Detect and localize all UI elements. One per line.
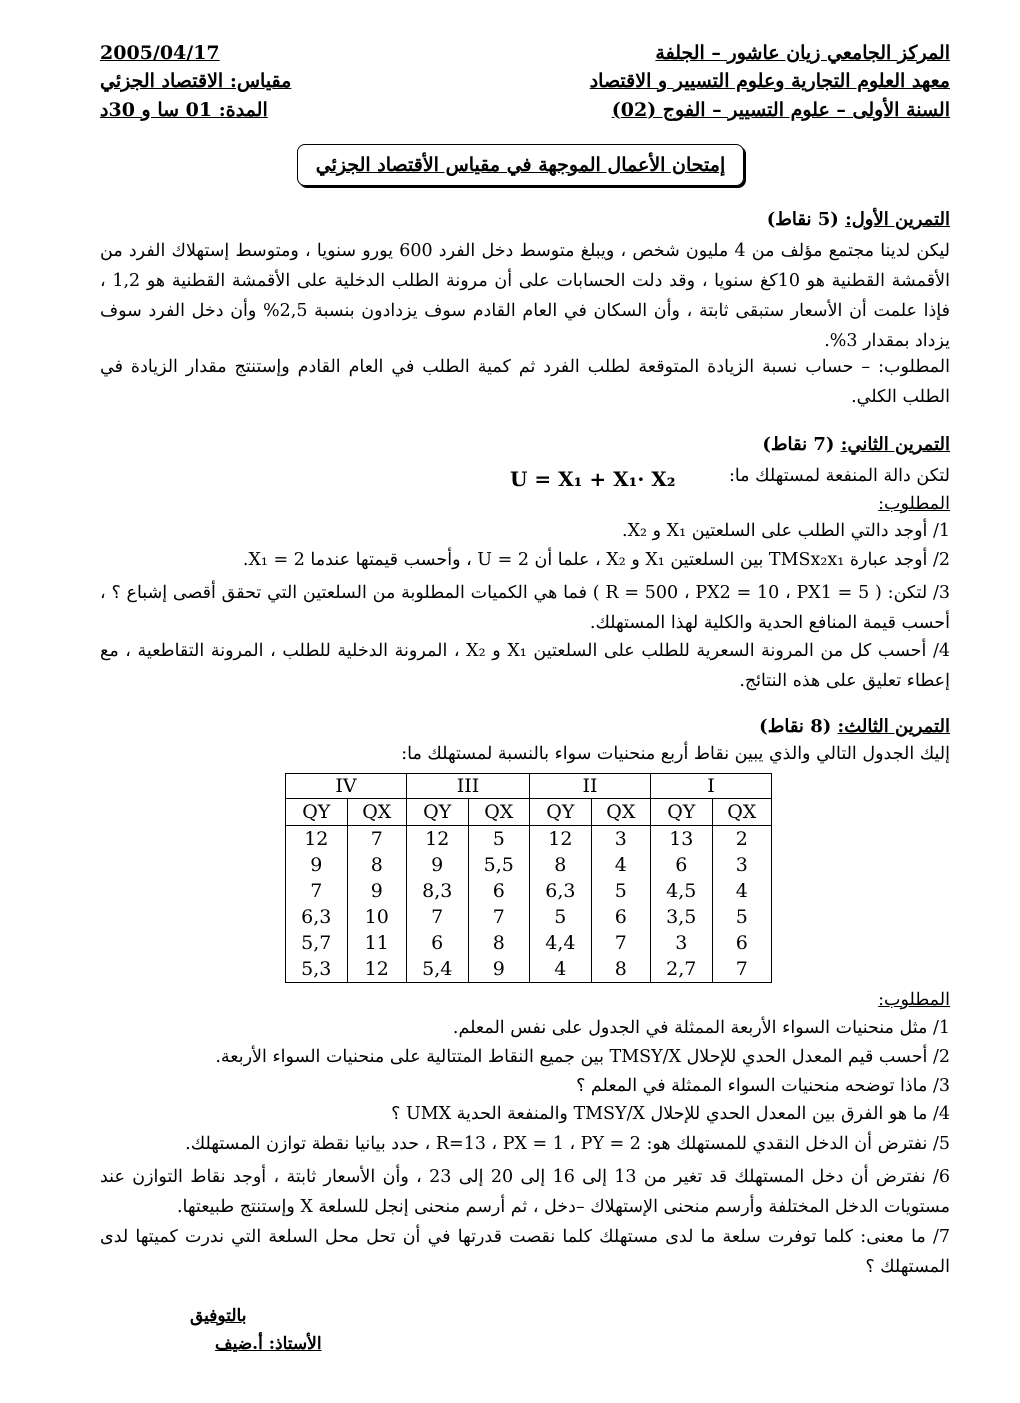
col-header: QY [530,799,592,826]
utility-formula: U = X₁ + X₁· X₂ [510,467,676,491]
table-cell: 7 [406,904,468,930]
table-cell: 12 [530,826,592,853]
exercise1-points: (5 نقاط) [766,209,839,230]
table-row [286,956,772,983]
table-cell: 6,3 [530,878,592,904]
class-level: السنة الأولى – علوم التسيير – الفوج (02) [611,99,950,121]
group-header-iv: IV [286,774,407,799]
table-cell: 6 [712,930,771,956]
exercise2-intro: لتكن دالة المنفعة لمستهلك ما: [728,466,950,486]
exercise3-q7: 7/ ما معنى: كلما توفرت سلعة ما لدى مستهلك كلما نقصت قدرتها في أن تحل محل السلعة التي ندرت كميتها لدى المستهلك ؟ [100,1227,950,1277]
exercise2-q2: 2/ أوجد عبارة TMSx₂x₁ بين السلعتين X₁ و X₂ ، علما أن U = 2 ، وأحسب قيمتها عندما X₁ = 2. [242,550,950,570]
exercise1-heading [767,209,950,230]
table-cell: 9 [406,852,468,878]
table-cell: 2 [712,826,771,853]
col-header: QY [406,799,468,826]
table-cell: 3 [651,930,713,956]
table-cell: 5,4 [406,956,468,983]
table-row [286,852,772,878]
exercise2-q4: 4/ أحسب كل من المرونة السعرية للطلب على السلعتين X₁ و X₂ ، المرونة الدخلية للطلب ، المرونة التقاطعية ، مع إعطاء تعليق على هذه النتائج. [100,641,951,691]
group-header-iii: III [406,774,529,799]
exercise3-q3: 3/ ماذا توضحه منحنيات السواء الممثلة في المعلم ؟ [576,1076,950,1096]
subject-label: مقياس: الاقتصاد الجزئي [100,70,292,92]
table-cell: 9 [347,878,406,904]
table-cell: 4 [530,956,592,983]
exercise3-q5: 5/ نفترض أن الدخل النقدي للمستهلك هو: R=13 ، PX = 1 ، PY = 2 ، حدد بيانيا نقطة توازن المستهلك. [185,1134,950,1154]
exercise2-q1: 1/ أوجد دالتي الطلب على السلعتين X₁ و X₂. [622,521,950,541]
table-cell: 8 [468,930,530,956]
table-cell: 12 [406,826,468,853]
table-group-row [286,774,772,799]
exam-date: 2005/04/17 [100,42,220,64]
table-cell: 3 [712,852,771,878]
table-subheader-row [286,799,772,826]
duration-label: المدة: 01 سا و 30د [100,99,268,121]
group-header-ii: II [530,774,651,799]
col-header: QY [651,799,713,826]
exercise3-title: التمرين الثالث: [837,716,950,737]
indifference-table [285,773,772,983]
table-cell: 5 [530,904,592,930]
table-row [286,826,772,853]
table-cell: 4 [591,852,650,878]
table-cell: 4,4 [530,930,592,956]
col-header: QX [468,799,530,826]
col-header: QX [347,799,406,826]
exercise3-q2: 2/ أحسب قيم المعدل الحدي للإحلال TMSY/X بين جميع النقاط المتتالية على منحنيات السواء الأربعة. [215,1047,950,1067]
table-cell: 6,3 [286,904,348,930]
col-header: QX [591,799,650,826]
table-cell: 7 [347,826,406,853]
exam-title-box [297,144,744,186]
table-cell: 5 [468,826,530,853]
table-cell: 8 [591,956,650,983]
table-cell: 10 [347,904,406,930]
exercise3-intro: إليك الجدول التالي والذي يبين نقاط أربع منحنيات سواء بالنسبة لمستهلك ما: [401,744,950,764]
col-header: QX [712,799,771,826]
exercise3-q4: 4/ ما هو الفرق بين المعدل الحدي للإحلال TMSY/X والمنفعة الحدية UMX ؟ [391,1104,950,1124]
exercise2-required-label: المطلوب: [878,494,950,514]
table-cell: 5 [712,904,771,930]
table-cell: 8 [347,852,406,878]
closing-wish: بالتوفيق [190,1306,247,1326]
table-cell: 4,5 [651,878,713,904]
table-body [286,826,772,983]
exercise1-required: المطلوب: – حساب نسبة الزيادة المتوقعة لطلب الفرد ثم كمية الطلب في العام القادم وإستنتج مقدار الزيادة في الطلب الكلي. [100,357,950,407]
table-cell: 3 [591,826,650,853]
exercise2-heading [762,434,950,455]
table-cell: 7 [712,956,771,983]
col-header: QY [286,799,348,826]
table-cell: 9 [468,956,530,983]
exercise1-title: التمرين الأول: [845,209,950,230]
exercise2-points: (7 نقاط) [762,434,835,455]
table-cell: 9 [286,852,348,878]
table-cell: 7 [286,878,348,904]
table-cell: 6 [406,930,468,956]
exercise2-q3: 3/ لتكن: ( R = 500 ، PX2 = 10 ، PX1 = 5 ) فما هي الكميات المطلوبة من السلعتين التي تحقق أقصى إشباع ؟ ، أحسب قيمة المنافع الحدية والكلية لهذا المستهلك. [100,583,950,633]
exercise3-q1: 1/ مثل منحنيات السواء الأربعة الممثلة في الجدول على نفس المعلم. [452,1018,950,1038]
table-cell: 5,5 [468,852,530,878]
exercise3-points: (8 نقاط) [759,716,832,737]
table-cell: 12 [347,956,406,983]
group-header-i: I [651,774,772,799]
table-cell: 8,3 [406,878,468,904]
exercise3-q6: 6/ نفترض أن دخل المستهلك قد تغير من 13 إلى 16 إلى 20 إلى 23 ، وأن الأسعار ثابتة ، أوجد نقاط التوازن عند مستويات الدخل المختلفة وأرسم منحنى الإستهلاك –دخل ، ثم أرسم منحنى إنجل للسلعة X وإستنتج طبيعتها. [100,1167,950,1217]
table-cell: 12 [286,826,348,853]
exam-title: إمتحان الأعمال الموجهة في مقياس الأقتصاد الجزئي [315,154,726,176]
table-row [286,904,772,930]
institute-name: معهد العلوم التجارية وعلوم التسيير و الاقتصاد [589,70,950,92]
table-cell: 13 [651,826,713,853]
exercise2-title: التمرين الثاني: [840,434,950,455]
table-cell: 2,7 [651,956,713,983]
table-cell: 6 [468,878,530,904]
table-row [286,878,772,904]
table-cell: 3,5 [651,904,713,930]
table-cell: 5,7 [286,930,348,956]
table-row [286,930,772,956]
teacher-name: الأستاذ: أ.ضيف [215,1334,322,1354]
table-cell: 6 [651,852,713,878]
exercise1-text: ليكن لدينا مجتمع مؤلف من 4 مليون شخص ، ويبلغ متوسط دخل الفرد 600 يورو سنويا ، ومتوسط إستهلاك الفرد من الأقمشة القطنية هو 10كغ سنويا ، وقد دلت الحسابات على أن مرونة الطلب الدخلية على الأقمشة القطنية هو 1,2 ، فإذا علمت أن الأسعار ستبقى ثابتة ، وأن السكان في العام القادم سوف يزدادون بنسبة 2,5% وأن دخل الفرد سوف يزداد بمقدار 3%. [100,241,951,351]
exercise3-required-label: المطلوب: [878,990,950,1010]
table-cell: 4 [712,878,771,904]
table-cell: 7 [468,904,530,930]
table-cell: 8 [530,852,592,878]
table-cell: 7 [591,930,650,956]
institution-name: المركز الجامعي زيان عاشور – الجلفة [655,42,950,64]
table-cell: 5 [591,878,650,904]
exercise3-heading [759,716,950,737]
table-cell: 5,3 [286,956,348,983]
table-cell: 11 [347,930,406,956]
table-cell: 6 [591,904,650,930]
